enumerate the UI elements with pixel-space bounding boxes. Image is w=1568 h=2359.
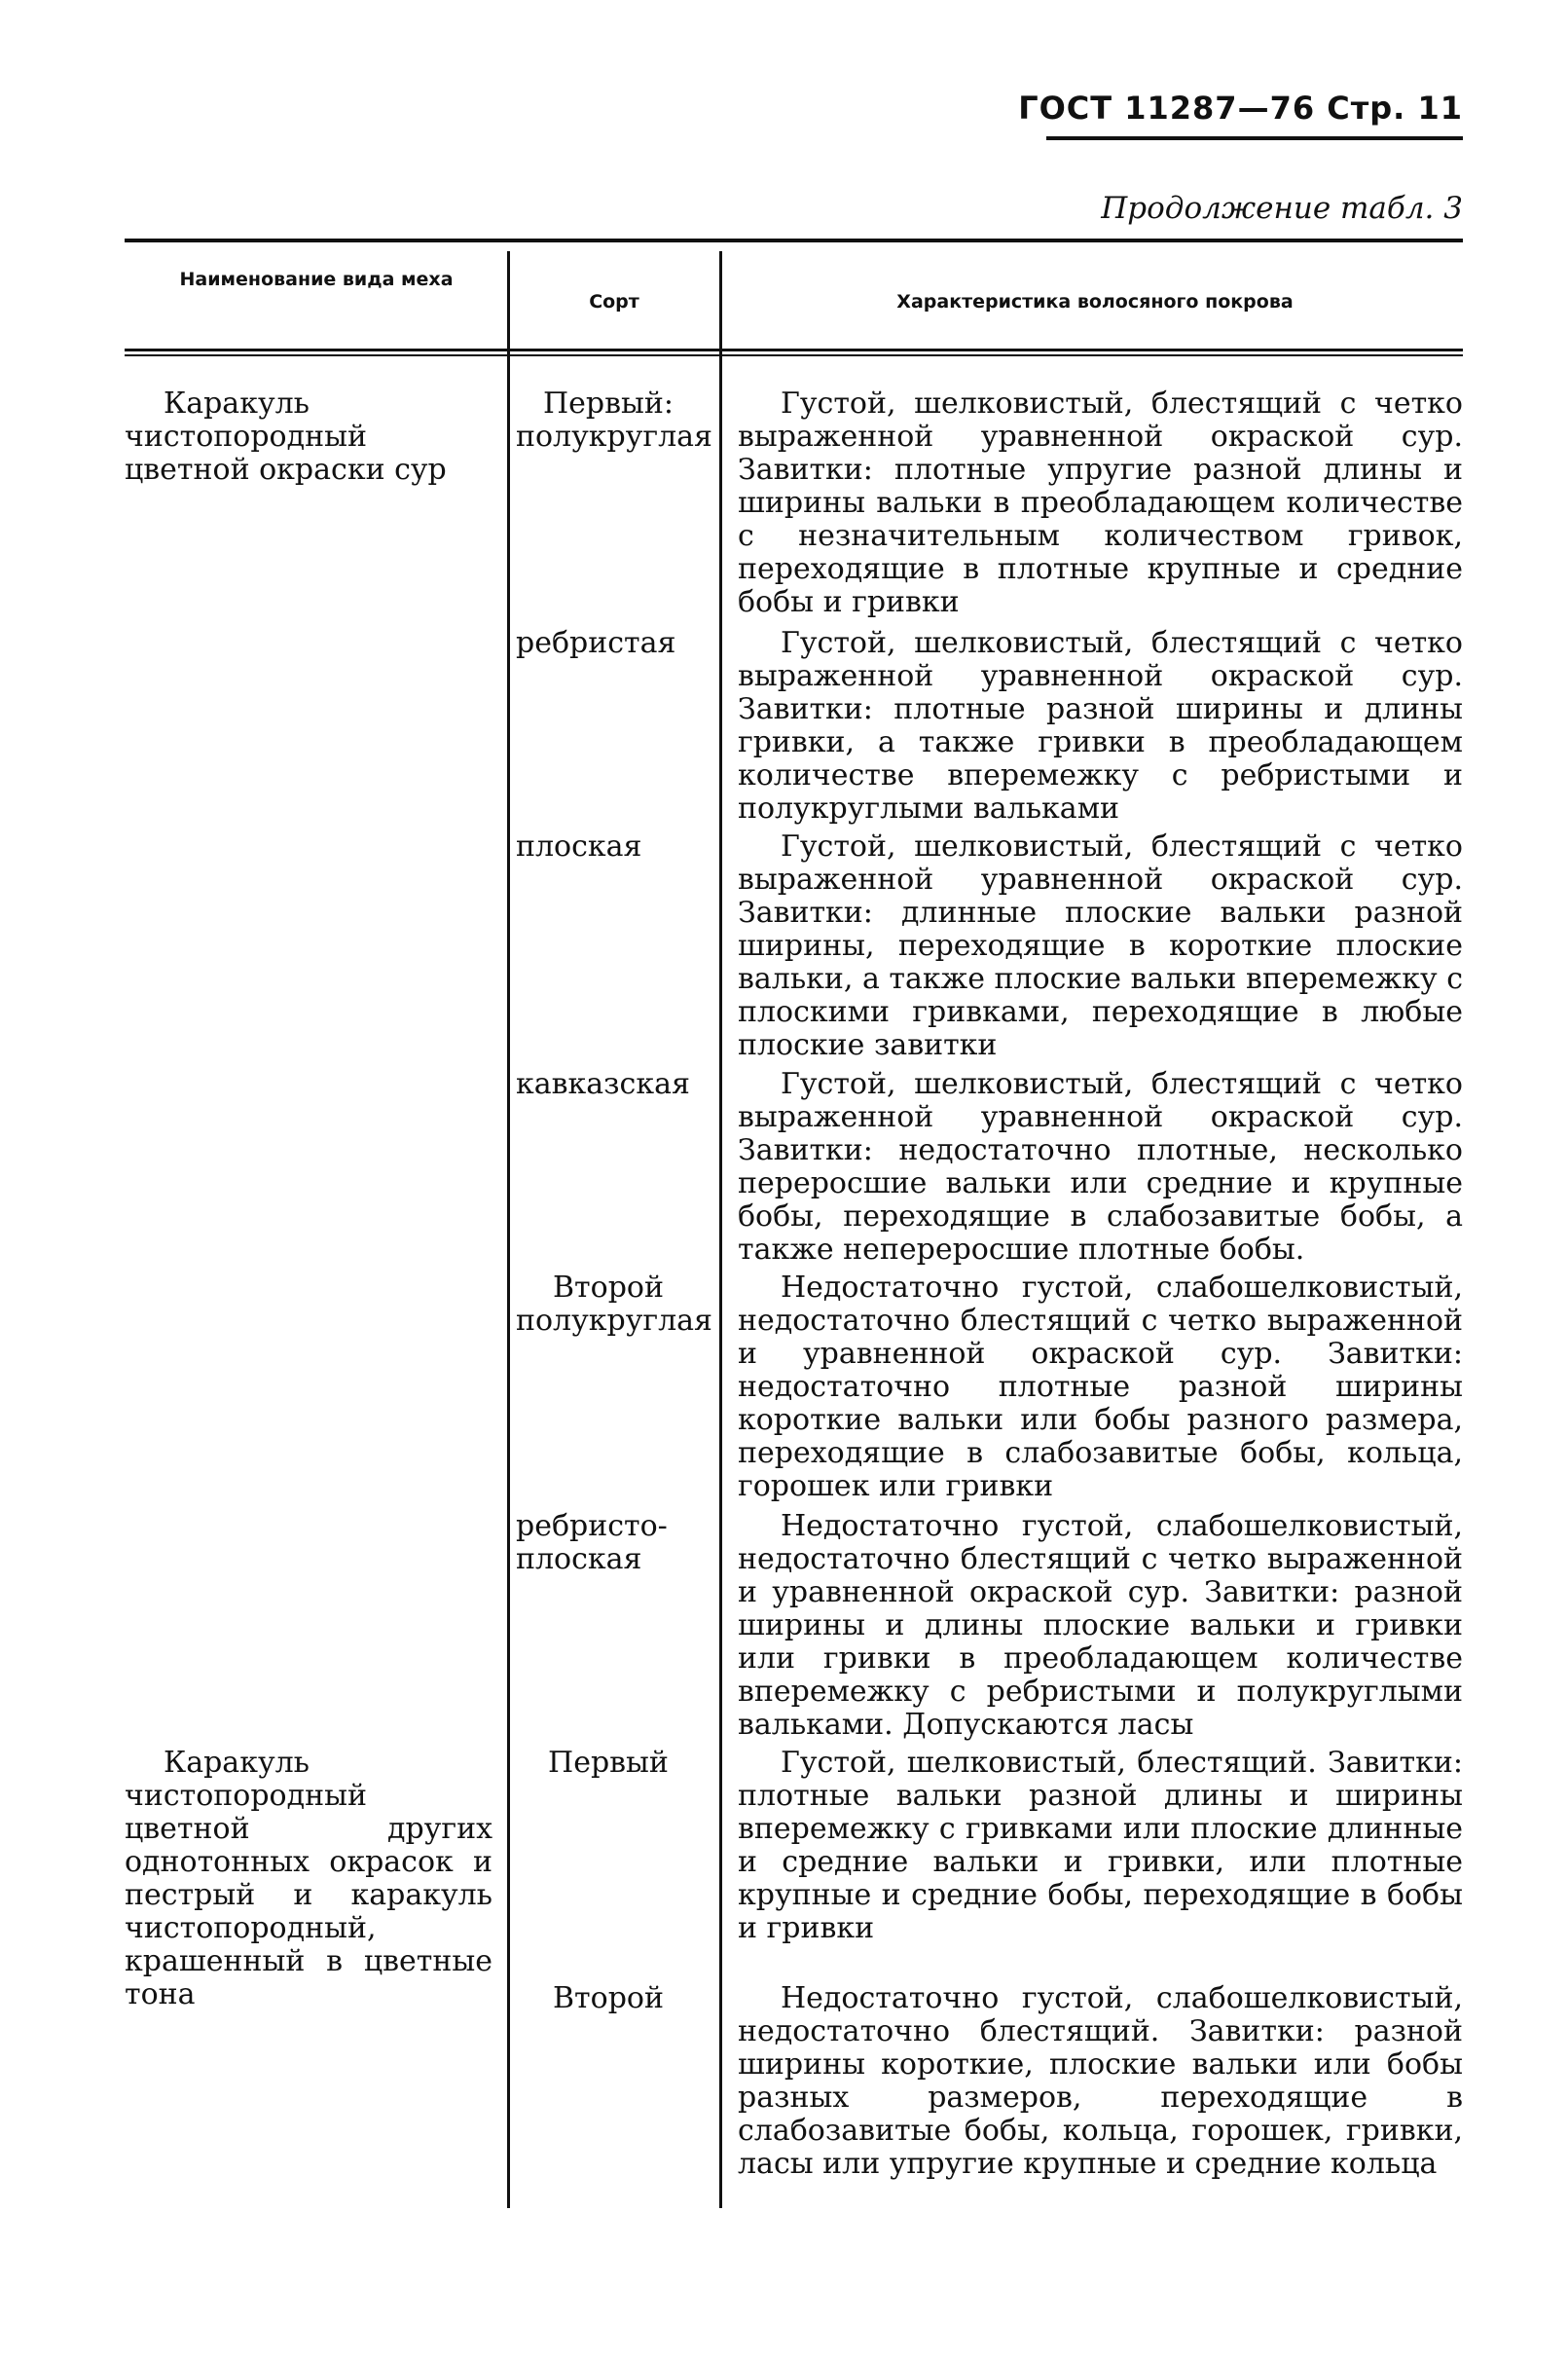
grade-cell: плоская: [516, 829, 642, 864]
column-header-fur-type: Наименование вида меха: [179, 269, 454, 290]
description-cell: Густой, шелковистый, блестящий с четко выраженной уравненной окраской сур. Завитки: плотные разной ширины и длины гривки, а также гривки в преобладающем количестве вперемежку с ребристыми и полукруглыми вальками: [738, 626, 1463, 826]
description-cell: Густой, шелковистый, блестящий с четко выраженной уравненной окраской сур. Завитки: длинные плоские вальки разной ширины, переходящие в короткие плоские вальки, а также плоские вальки вперемежку с плоскими гривками, переходящие в любые плоские завитки: [738, 829, 1463, 1062]
column-divider-2: [719, 251, 722, 2208]
fur-type-cell: Каракуль чистопородный цветной окраски сур: [125, 387, 447, 487]
column-divider-1: [507, 251, 510, 2208]
description-cell: Недостаточно густой, слабошелковистый, недостаточно блестящий с четко выраженной и уравненной окраской сур. Завитки: недостаточно плотные разной ширины короткие вальки или бобы разного размера, переходящие в слабозавитые бобы, кольца, горошек или гривки: [738, 1271, 1463, 1503]
document-reference: ГОСТ 11287—76 Стр. 11: [1018, 90, 1463, 127]
description-cell: Густой, шелковистый, блестящий с четко выраженной уравненной окраской сур. Завитки: недостаточно плотные, несколько переросшие вальки или средние и крупные бобы, переходящие в слабозавитые бобы, а также неперероcшие плотные бобы.: [738, 1067, 1463, 1267]
description-cell: Недостаточно густой, слабошелковистый, недостаточно блестящий. Завитки: разной ширины короткие, плоские вальки или бобы разных размеров, переходящие в слабозавитые бобы, кольца, горошек, гривки, ласы или упругие крупные и средние кольца: [738, 1981, 1463, 2181]
grade-cell: Второй: [553, 1981, 664, 2015]
table-top-border: [125, 239, 1463, 242]
description-cell: Густой, шелковистый, блестящий. Завитки: плотные вальки разной длины и ширины вперемежку с гривками или плоские длинные и средние вальки и гривки, или плотные крупные и средние бобы, переходящие в бобы и гривки: [738, 1746, 1463, 1945]
grade-cell: ребристая: [516, 626, 676, 660]
grade-cell: Первый: полукруглая: [516, 387, 712, 454]
table-header-border-double: [125, 354, 1463, 356]
grade-cell: Первый: [548, 1746, 669, 1780]
column-header-characteristics: Характеристика волосяного покрова: [896, 291, 1294, 313]
grade-cell: Второй полукруглая: [516, 1271, 712, 1338]
description-cell: Недостаточно густой, слабошелковистый, недостаточно блестящий с четко выраженной и уравненной окраской сур. Завитки: разной ширины и длины плоские вальки и гривки или гривки в преобладающем количестве вперемежку с ребристыми и полукруглыми вальками. Допускаются ласы: [738, 1509, 1463, 1742]
column-header-grade: Сорт: [589, 291, 639, 313]
grade-cell: кавказская: [516, 1067, 690, 1101]
table-header-border: [125, 349, 1463, 351]
description-cell: Густой, шелковистый, блестящий с четко выраженной уравненной окраской сур. Завитки: плотные упругие разной длины и ширины вальки в преобладающем количестве с незначительным количеством гривок, переходящие в плотные крупные и средние бобы и гривки: [738, 387, 1463, 619]
header-rule: [1046, 136, 1463, 140]
fur-type-cell: Каракуль чистопородный цветной других однотонных окрасок и пестрый и каракуль чистопородный, крашенный в цветные тона: [125, 1746, 492, 2011]
table-continuation-label: Продолжение табл. 3: [1101, 191, 1463, 226]
grade-cell: ребристо-плоская: [516, 1509, 668, 1576]
